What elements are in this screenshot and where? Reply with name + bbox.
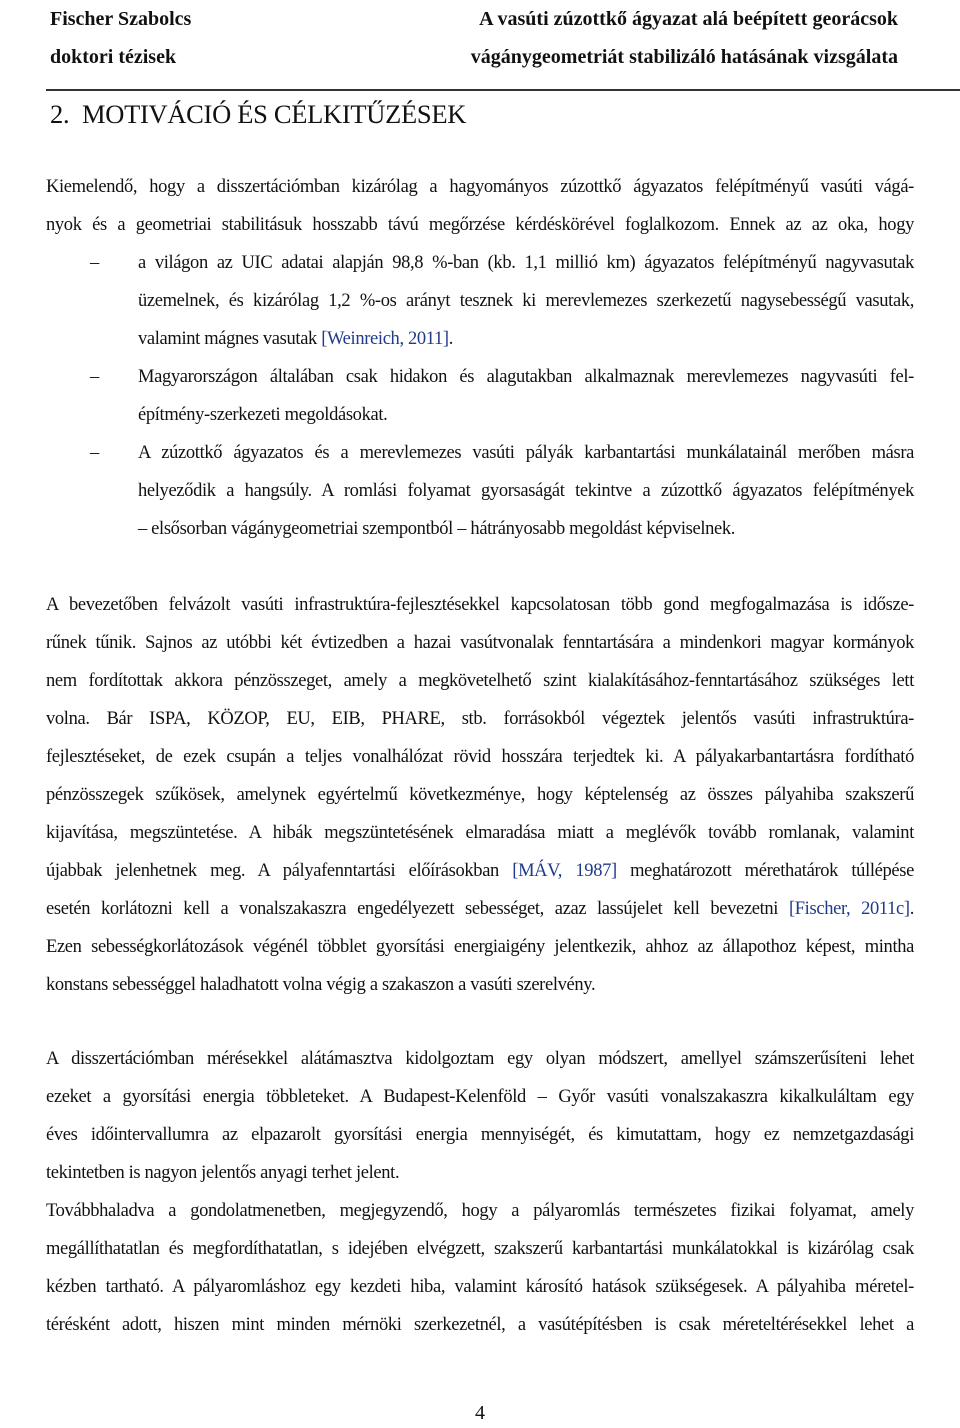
paragraph-deterioration <box>46 1192 914 1344</box>
text-run: esetén korlátozni kell a vonalszakaszra engedélyezett sebességet, azaz lassújelet kell bevezetni <box>46 899 789 919</box>
text-line: A bevezetőben felvázolt vasúti infrastruktúra-fejlesztésekkel kapcsolatosan több gond megfogalmazása is idősze- <box>46 595 914 615</box>
text-line: építmény-szerkezeti megoldásokat. <box>138 405 388 425</box>
text-line: Kiemelendő, hogy a disszertációmban kizárólag a hagyományos zúzottkő ágyazatos felépítményű vasúti vágá- <box>46 177 914 197</box>
text-line: a világon az UIC adatai alapján 98,8 %-ban (kb. 1,1 millió km) ágyazatos felépítményű nagyvasutak <box>138 253 914 273</box>
header-divider <box>46 89 960 91</box>
running-header-author <box>50 0 191 76</box>
text-line: Továbbhaladva a gondolatmenetben, megjegyzendő, hogy a pályaromlás természetes fizikai folyamat, amely <box>46 1201 914 1221</box>
header-title-line-1: A vasúti zúzottkő ágyazat alá beépített georácsok <box>479 8 898 30</box>
chapter-number: 2. <box>50 99 70 129</box>
text-line: fejlesztéseket, de ezek csupán a teljes vonalhálózat rövid hosszára terjedtek ki. A pályakarbantartásra fordítható <box>46 747 914 767</box>
text-line: konstans sebességgel haladhatott volna végig a szakaszon a vasúti szerelvény. <box>46 975 596 995</box>
text-line: Magyarországon általában csak hidakon és alagutakban alkalmaznak merevlemezes nagyvasúti fel- <box>138 367 914 387</box>
text-line <box>138 320 914 358</box>
text-line: tekintetben is nagyon jelentős anyagi terhet jelent. <box>46 1163 400 1183</box>
text-run: . <box>448 329 454 349</box>
bullet-item-1 <box>90 244 914 358</box>
text-line: megállíthatatlan és megfordíthatatlan, s idejében elvégzett, szakszerű karbantartási munkálatokkal is kizárólag csak <box>46 1239 914 1259</box>
bullet-dash: – <box>90 443 99 463</box>
text-line: A zúzottkő ágyazatos és a merevlemezes vasúti pályák karbantartási munkálatainál merőben másra <box>138 443 914 463</box>
text-line: nem fordítottak akkora pénzösszeget, amely a megkövetelhető szint kialakításához-fenntartásához szükséges lett <box>46 671 914 691</box>
header-title-line-2: vágánygeometriát stabilizáló hatásának vizsgálata <box>470 46 898 68</box>
text-run: meghatározott mérethatárok túllépése <box>616 861 914 881</box>
text-line: rűnek tűnik. Sajnos az utóbbi két évtizedben a hazai vasútvonalak fenntartására a mindenkori magyar kormányok <box>46 633 914 653</box>
text-line: éves időintervallumra az elpazarolt gyorsítási energia mennyiségét, és kimutattam, hogy ez nemzetgazdasági <box>46 1125 914 1145</box>
text-line <box>46 890 914 928</box>
text-line: pénzösszegek szűkösek, amelynek egyértelmű következménye, hogy képtelenség az összes pályahiba szakszerű <box>46 785 914 805</box>
page-number: 4 <box>475 1402 485 1424</box>
text-line: üzemelnek, és kizárólag 1,2 %-os arányt tesznek ki merevlemezes szerkezetű nagysebességű vasutak, <box>138 291 914 311</box>
chapter-heading <box>50 94 466 134</box>
text-run: . <box>909 899 914 919</box>
bullet-item-3 <box>90 434 914 548</box>
text-run: valamint mágnes vasutak <box>138 329 322 349</box>
text-line <box>46 852 914 890</box>
bullet-dash: – <box>90 253 99 273</box>
header-document-type: doktori tézisek <box>50 46 177 68</box>
text-line: A disszertációmban mérésekkel alátámasztva kidolgoztam egy olyan módszert, amellyel számszerűsíteni lehet <box>46 1049 914 1069</box>
header-author-name: Fischer Szabolcs <box>50 8 192 30</box>
intro-paragraph <box>46 168 914 244</box>
citation-link[interactable]: [Weinreich, 2011] <box>321 329 449 349</box>
text-line: volna. Bár ISPA, KÖZOP, EU, EIB, PHARE, stb. forrásokból végeztek jelentős vasúti infrastruktúra- <box>46 709 914 729</box>
text-line: kézben tartható. A pályaromláshoz egy kezdeti hiba, valamint károsító hatások szükségesek. A pályahiba méretel- <box>46 1277 914 1297</box>
paragraph-method <box>46 1040 914 1192</box>
bullet-item-2 <box>90 358 914 434</box>
text-line: – elsősorban vágánygeometriai szempontból – hátrányosabb megoldást képviselnek. <box>138 519 736 539</box>
paragraph-infrastructure <box>46 586 914 1004</box>
citation-link[interactable]: [Fischer, 2011c] <box>788 899 910 919</box>
text-line: kijavítása, megszüntetése. A hibák megszüntetésének elmaradása miatt a meglévők tovább romlanak, valamint <box>46 823 914 843</box>
citation-link[interactable]: [MÁV, 1987] <box>512 861 617 881</box>
text-line: térésként adott, hiszen mint minden mérnöki szerkezetnél, a vasútépítésben is csak méreteltérésekkel lehet a <box>46 1315 914 1335</box>
text-run: újabbak jelenhetnek meg. A pályafenntartási előírásokban <box>46 861 513 881</box>
text-line: Ezen sebességkorlátozások végénél többlet gyorsítási energiaigény jelentkezik, ahhoz az állapothoz képest, mintha <box>46 937 914 957</box>
chapter-title: MOTIVÁCIÓ ÉS CÉLKITŰZÉSEK <box>82 99 467 129</box>
text-line: helyeződik a hangsúly. A romlási folyamat gyorsaságát tekintve a zúzottkő ágyazatos felépítmények <box>138 481 914 501</box>
text-line: nyok és a geometriai stabilitásuk hosszabb távú megőrzése kérdéskörével foglalkozom. Ennek az az oka, hogy <box>46 215 914 235</box>
running-header-title <box>471 0 898 76</box>
text-line: ezeket a gyorsítási energia többleteket. A Budapest-Kelenföld – Győr vasúti vonalszakaszra kikalkuláltam egy <box>46 1087 914 1107</box>
bullet-dash: – <box>90 367 99 387</box>
